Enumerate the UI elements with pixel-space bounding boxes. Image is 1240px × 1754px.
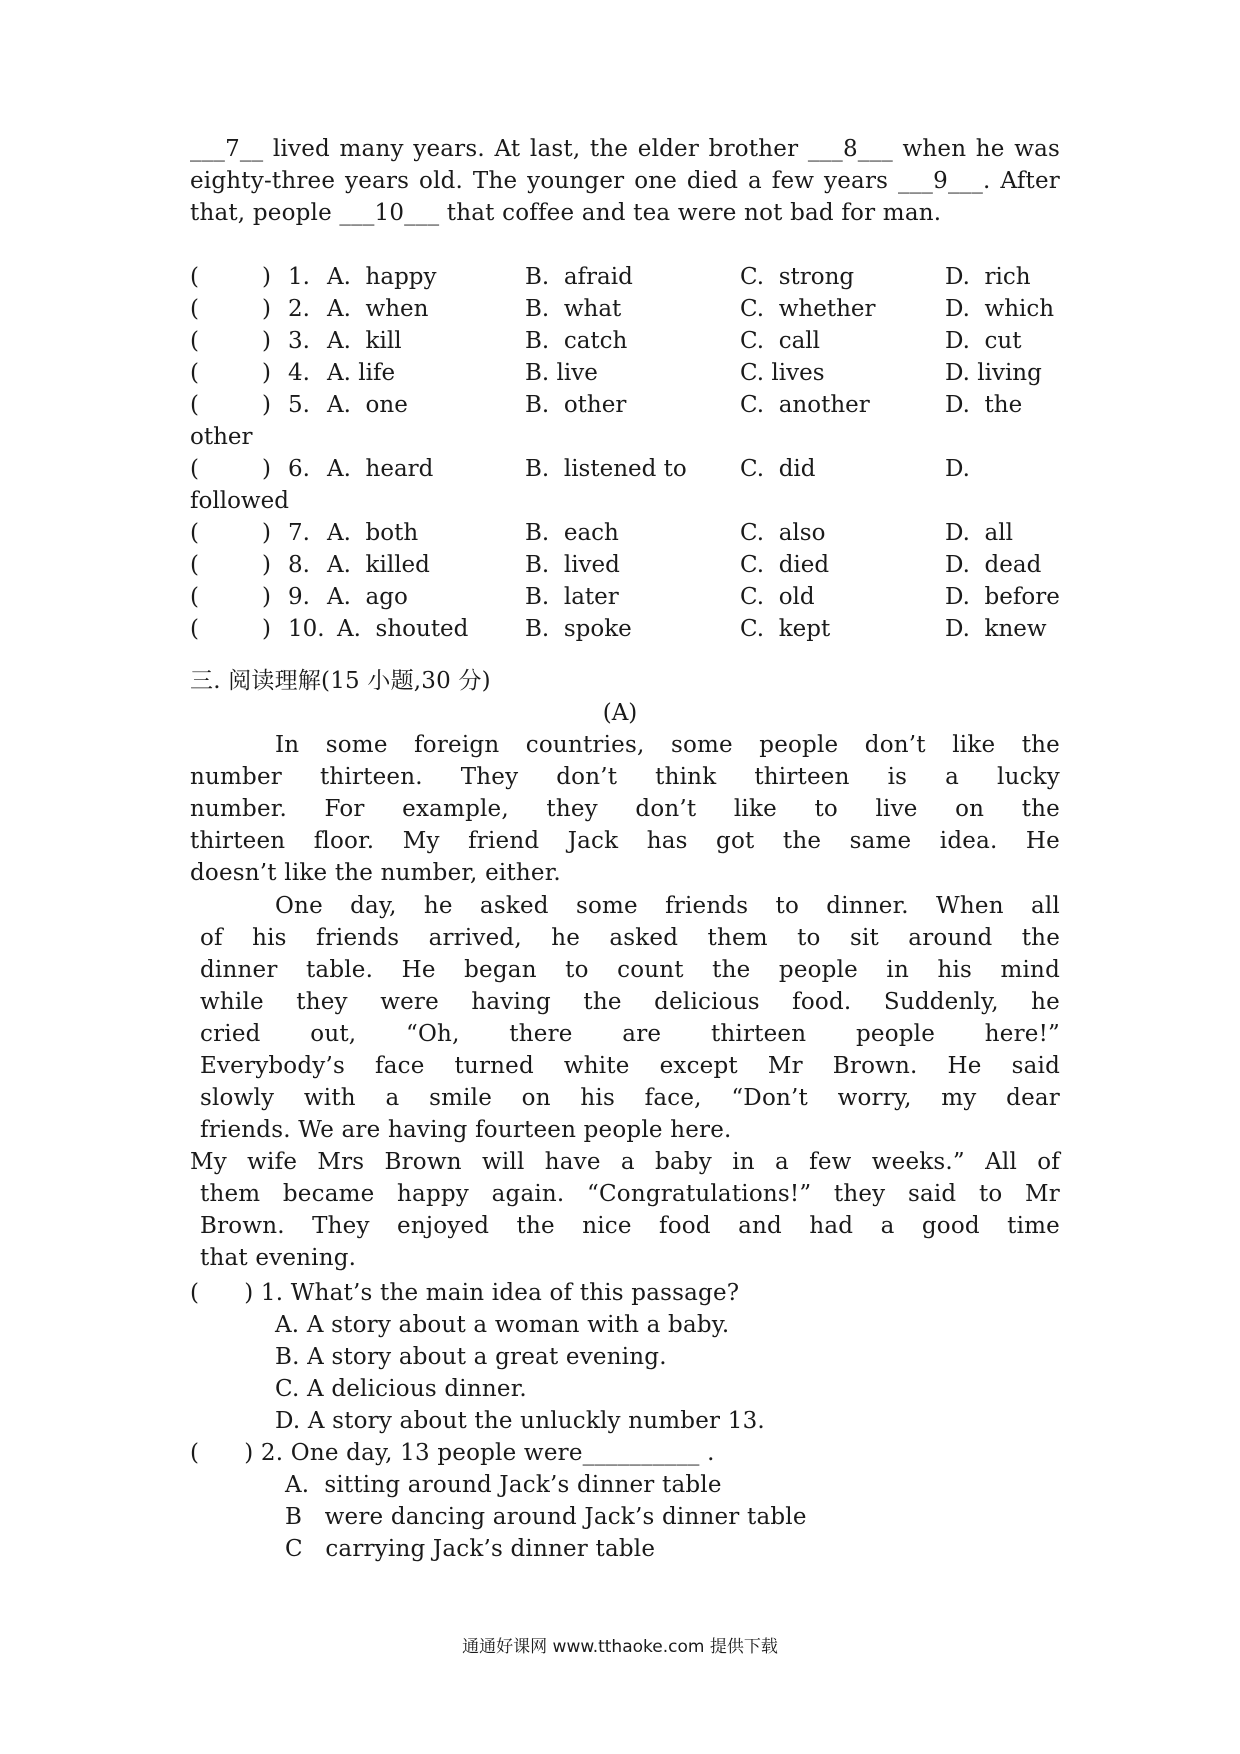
cloze-q2-b: B. what [525,296,622,322]
cloze-q4-close: ) [262,360,271,386]
cloze-q5-a: A. one [327,392,408,418]
para2-line-5: cried out, “Oh, there are thirteen people here!” [200,1021,1060,1047]
cloze-q3-c: C. call [740,328,821,354]
cloze-q9-num: 9. [288,584,310,610]
cloze-q3-a: A. kill [327,328,402,354]
cloze-q6-num: 6. [288,456,310,482]
cloze-q3-num: 3. [288,328,310,354]
cloze-q6-wrap: followed [190,488,289,514]
cloze-q2-num: 2. [288,296,310,322]
q2-options-option-3: C carrying Jack’s dinner table [285,1536,656,1562]
cloze-q2-bracket: ( [190,296,199,322]
cloze-q2-close: ) [262,296,271,322]
para2-line-10: them became happy again. “Congratulations!” they said to Mr [200,1181,1060,1207]
cloze-q3-close: ) [262,328,271,354]
cloze-q4-num: 4. [288,360,310,386]
cloze-q8-d: D. dead [945,552,1042,578]
cloze-q8-c: C. died [740,552,830,578]
cloze-q2-c: C. whether [740,296,876,322]
cloze-q2-a: A. when [327,296,429,322]
cloze-q2-d: D. which [945,296,1055,322]
passage-label: (A) [602,700,638,726]
section-heading: 三. 阅读理解(15 小题,30 分) [190,668,491,694]
cloze-q9-b: B. later [525,584,619,610]
question-1-stem: ( ) 1. What’s the main idea of this passage? [190,1280,740,1306]
question-2-stem: ( ) 2. One day, 13 people were__________ . [190,1440,715,1466]
para1-line-2: number thirteen. They don’t think thirteen is a lucky [190,764,1060,790]
cloze-q1-bracket: ( [190,264,199,290]
cloze-q10-close: ) [262,616,271,642]
cloze-q10-num: 10. [288,616,325,642]
cloze-q4-bracket: ( [190,360,199,386]
cloze-q1-num: 1. [288,264,310,290]
cloze-q6-d: D. [945,456,970,482]
para2-line-1: One day, he asked some friends to dinner. When all [275,893,1060,919]
cloze-q8-a: A. killed [327,552,430,578]
cloze-q7-bracket: ( [190,520,199,546]
para1-line-4: thirteen floor. My friend Jack has got the same idea. He [190,828,1060,854]
cloze-q4-c: C. lives [740,360,825,386]
cloze-q4-b: B. live [525,360,598,386]
cloze-passage-line-2: eighty-three years old. The younger one died a few years ___9___. After [190,168,1060,194]
cloze-q4-a: A. life [327,360,396,386]
cloze-q9-c: C. old [740,584,815,610]
cloze-q1-c: C. strong [740,264,855,290]
cloze-q4-d: D. living [945,360,1042,386]
cloze-q8-b: B. lived [525,552,620,578]
para2-line-11: Brown. They enjoyed the nice food and had a good time [200,1213,1060,1239]
q2-options-option-1: A. sitting around Jack’s dinner table [285,1472,722,1498]
para1-line-3: number. For example, they don’t like to live on the [190,796,1060,822]
cloze-q6-b: B. listened to [525,456,687,482]
cloze-q3-bracket: ( [190,328,199,354]
cloze-q9-d: D. before [945,584,1060,610]
cloze-q3-b: B. catch [525,328,628,354]
cloze-q7-num: 7. [288,520,310,546]
cloze-q7-c: C. also [740,520,826,546]
para2-line-12: that evening. [200,1245,357,1271]
cloze-q10-d: D. knew [945,616,1047,642]
para2-line-9: My wife Mrs Brown will have a baby in a few weeks.” All of [190,1149,1060,1175]
para2-line-2: of his friends arrived, he asked them to sit around the [200,925,1060,951]
cloze-q8-close: ) [262,552,271,578]
cloze-passage-line-3: that, people ___10___ that coffee and tea were not bad for man. [190,200,942,226]
para2-line-6: Everybody’s face turned white except Mr Brown. He said [200,1053,1060,1079]
cloze-q6-a: A. heard [327,456,434,482]
cloze-q1-close: ) [262,264,271,290]
q1-options-option-2: B. A story about a great evening. [275,1344,667,1370]
para1-line-5: doesn’t like the number, either. [190,860,561,886]
cloze-q1-d: D. rich [945,264,1031,290]
q2-options-option-2: B were dancing around Jack’s dinner table [285,1504,807,1530]
cloze-q9-bracket: ( [190,584,199,610]
cloze-q7-close: ) [262,520,271,546]
cloze-q9-close: ) [262,584,271,610]
cloze-q7-a: A. both [327,520,419,546]
cloze-q6-bracket: ( [190,456,199,482]
para1-line-1: In some foreign countries, some people don’t like the [275,732,1060,758]
cloze-q10-b: B. spoke [525,616,632,642]
cloze-q5-c: C. another [740,392,870,418]
cloze-q5-wrap: other [190,424,253,450]
para2-line-4: while they were having the delicious food. Suddenly, he [200,989,1060,1015]
q1-options-option-1: A. A story about a woman with a baby. [275,1312,730,1338]
cloze-q5-num: 5. [288,392,310,418]
cloze-q10-c: C. kept [740,616,831,642]
cloze-q6-c: C. did [740,456,816,482]
cloze-q1-b: B. afraid [525,264,633,290]
cloze-q6-close: ) [262,456,271,482]
cloze-q5-b: B. other [525,392,627,418]
cloze-q5-d: D. the [945,392,1023,418]
para2-line-3: dinner table. He began to count the people in his mind [200,957,1060,983]
para2-line-8: friends. We are having fourteen people here. [200,1117,732,1143]
cloze-q8-bracket: ( [190,552,199,578]
cloze-q3-d: D. cut [945,328,1022,354]
cloze-q10-a: A. shouted [337,616,469,642]
cloze-q9-a: A. ago [327,584,408,610]
q1-options-option-4: D. A story about the unluckly number 13. [275,1408,765,1434]
cloze-q1-a: A. happy [327,264,437,290]
cloze-q8-num: 8. [288,552,310,578]
cloze-q5-close: ) [262,392,271,418]
footer-source: 通通好课网 www.tthaoke.com 提供下载 [462,1637,778,1657]
cloze-q7-d: D. all [945,520,1013,546]
para2-line-7: slowly with a smile on his face, “Don’t worry, my dear [200,1085,1060,1111]
cloze-q7-b: B. each [525,520,619,546]
cloze-q5-bracket: ( [190,392,199,418]
q1-options-option-3: C. A delicious dinner. [275,1376,527,1402]
cloze-q10-bracket: ( [190,616,199,642]
cloze-passage-line-1: ___7__ lived many years. At last, the elder brother ___8___ when he was [190,136,1060,162]
